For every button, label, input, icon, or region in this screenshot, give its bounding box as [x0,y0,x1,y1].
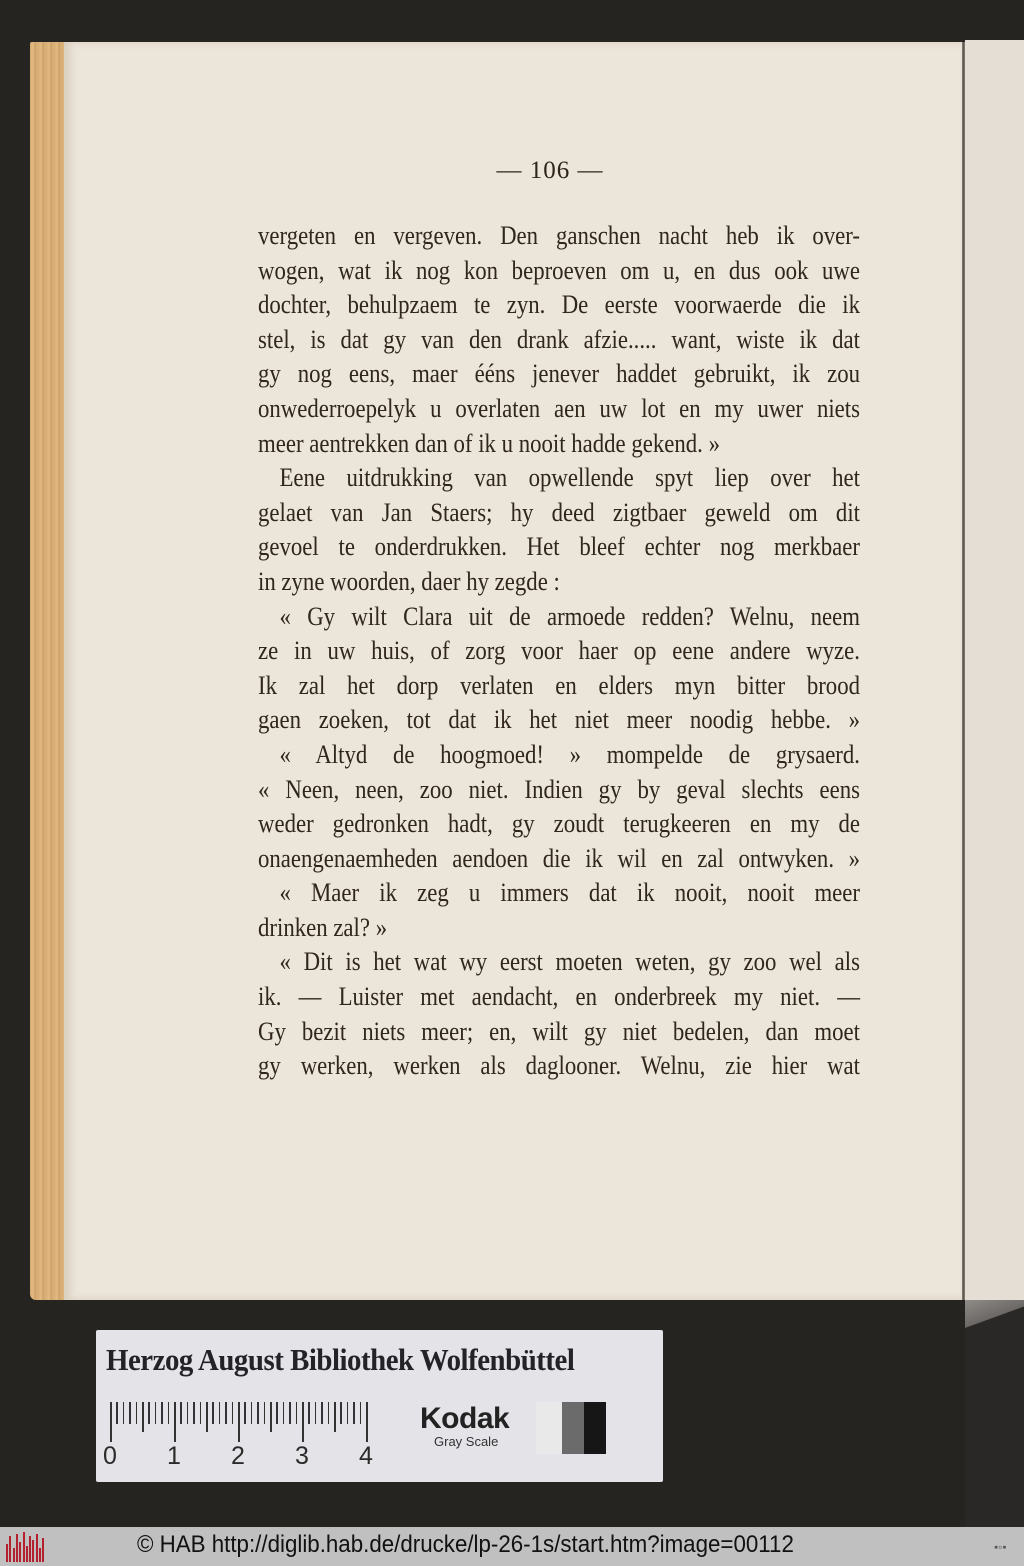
ruler-number: 1 [167,1442,181,1470]
text-line: gaen zoeken, tot dat ik het niet meer noodig hebbe. » [258,704,860,735]
ruler-tick [340,1402,342,1424]
text-line: gy nog eens, maer ééns jenever haddet gebruikt, ik zou [258,358,860,389]
ruler-tick [302,1402,304,1442]
page-body-text [258,218,860,1083]
gray-scale-caption: Gray Scale [434,1434,499,1449]
ruler-tick [289,1402,291,1424]
ruler-tick [328,1402,330,1424]
library-scale-label [96,1330,663,1482]
source-citation-link[interactable]: © HAB http://diglib.hab.de/drucke/lp-26-1s/start.htm?image=00112 [137,1531,794,1558]
ruler-tick [264,1402,266,1424]
ruler-tick [244,1402,246,1424]
measurement-ruler [103,1402,373,1470]
ruler-tick [366,1402,368,1442]
ruler-tick [174,1402,176,1442]
text-line: Eene uitdrukking van opwellende spyt liep over het [279,462,860,493]
page-number: — 106 — [496,157,604,184]
ruler-tick [136,1402,138,1424]
ruler-tick [308,1402,310,1424]
ruler-tick [168,1402,170,1424]
ruler-tick [206,1402,208,1432]
viewer-footer [0,1527,1024,1566]
page-stack-edge [30,42,66,1300]
ruler-tick [219,1402,221,1424]
ruler-number: 0 [103,1442,117,1470]
text-line: Gy bezit niets meer; en, wilt gy niet bedelen, dan moet [258,1015,860,1046]
ruler-tick [315,1402,317,1424]
text-line: vergeten en vergeven. Den ganschen nacht heb ik over- [258,220,860,250]
text-line: onwederroepelyk u overlaten aen uw lot en my uwer niets [258,392,860,423]
ruler-tick [347,1402,349,1424]
ruler-tick [110,1402,112,1442]
gray-swatch [536,1402,562,1454]
ruler-tick [232,1402,234,1424]
text-line: gevoel te onderdrukken. Het bleef echter nog merkbaer [258,531,860,562]
ruler-tick [334,1402,336,1432]
ruler-number: 2 [231,1442,245,1470]
text-line: stel, is dat gy van den drank afzie..... want, wiste ik dat [258,323,860,354]
ruler-tick [187,1402,189,1424]
ruler-tick [142,1402,144,1432]
ruler-tick [360,1402,362,1424]
ruler-tick [283,1402,285,1424]
ruler-tick [116,1402,118,1424]
ruler-tick [193,1402,195,1424]
text-line: drinken zal? » [258,911,388,942]
hab-barcode-logo-icon [6,1532,48,1562]
ruler-tick [257,1402,259,1424]
text-line: wogen, wat ik nog kon beproeven om u, en dus ook uwe [258,254,860,285]
ruler-tick [296,1402,298,1424]
gray-swatch [584,1402,606,1454]
ruler-tick [148,1402,150,1424]
ruler-tick [155,1402,157,1424]
text-line: onaengenaemheden aendoen die ik wil en zal ontwyken. » [258,842,860,873]
ruler-number: 3 [295,1442,309,1470]
text-line: Ik zal het dorp verlaten en elders myn bitter brood [258,669,860,700]
ruler-tick [180,1402,182,1424]
ruler-tick [123,1402,125,1424]
ruler-tick [212,1402,214,1424]
ruler-tick [225,1402,227,1424]
text-line: « Altyd de hoogmoed! » mompelde de grysaerd. [279,738,860,769]
kodak-logo: Kodak [420,1402,510,1435]
text-line: « Maer ik zeg u immers dat ik nooit, nooit meer [279,877,860,908]
gray-swatch [562,1402,584,1454]
text-line: « Gy wilt Clara uit de armoede redden? Welnu, neem [279,600,860,631]
ruler-tick [276,1402,278,1424]
ruler-tick [353,1402,355,1424]
text-line: in zyne woorden, daer hy zegde : [258,565,560,596]
ruler-tick [200,1402,202,1424]
text-line: « Dit is het wat wy eerst moeten weten, gy zoo wel als [279,946,860,977]
library-name: Herzog August Bibliothek Wolfenbüttel [106,1342,575,1377]
ruler-tick [238,1402,240,1442]
ruler-tick [161,1402,163,1424]
facing-page-edge [965,40,1024,1302]
text-line: ik. — Luister met aendacht, en onderbreek my niet. — [258,981,860,1012]
ruler-number: 4 [359,1442,373,1470]
text-line: gelaet van Jan Staers; hy deed zigtbaer geweld om dit [258,496,860,527]
ruler-tick [321,1402,323,1424]
ruler-tick [129,1402,131,1424]
ruler-tick [270,1402,272,1432]
footer-counter: ▪▫▪ [994,1543,1007,1551]
text-line: ze in uw huis, of zorg voor haer op eene andere wyze. [258,635,860,666]
facing-page-fold [965,1300,1024,1340]
text-line: meer aentrekken dan of ik u nooit hadde gekend. » [258,427,720,458]
text-line: weder gedronken hadt, gy zoudt terugkeeren en my de [258,808,860,839]
text-line: gy werken, werken als daglooner. Welnu, zie hier wat [258,1050,860,1081]
text-line: dochter, behulpzaem te zyn. De eerste voorwaerde die ik [258,289,860,320]
ruler-tick [251,1402,253,1424]
text-line: « Neen, neen, zoo niet. Indien gy by geval slechts eens [258,773,860,804]
